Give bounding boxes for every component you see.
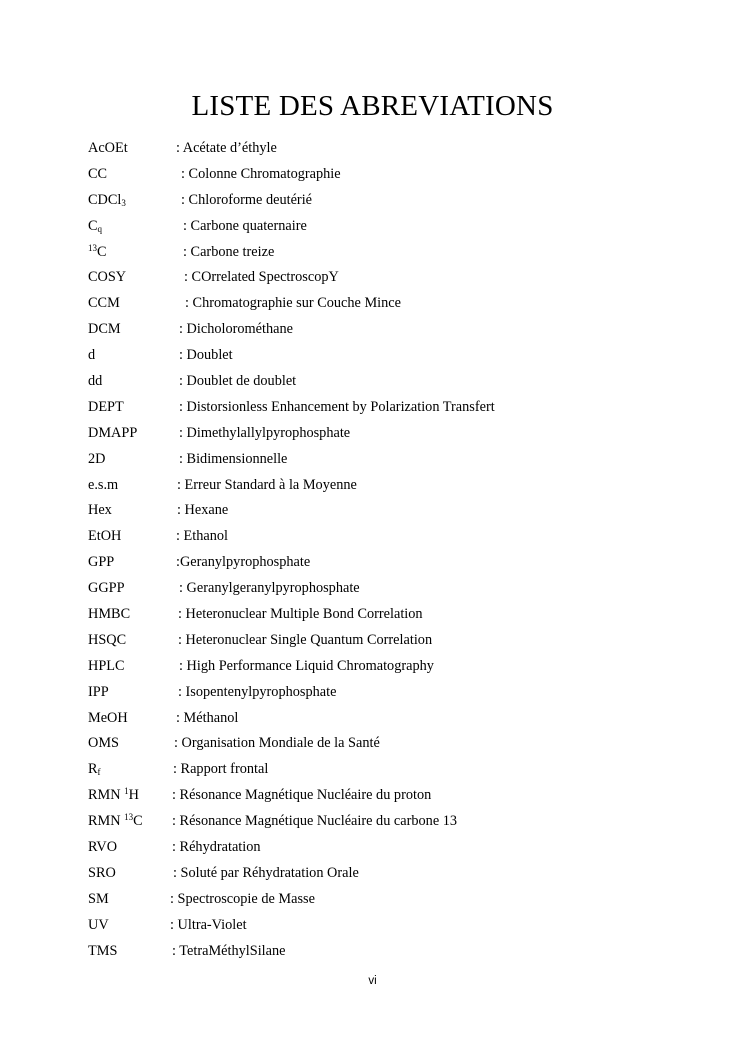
definition: : Erreur Standard à la Moyenne <box>177 476 357 493</box>
definition: : Hexane <box>177 502 229 519</box>
list-item <box>88 630 688 656</box>
list-item <box>88 475 688 501</box>
list-item <box>88 837 688 863</box>
definition: : Heteronuclear Single Quantum Correlation <box>178 631 433 648</box>
definition: : High Performance Liquid Chromatography <box>179 657 434 674</box>
abbreviation: e.s.m <box>88 476 119 493</box>
page-number: vi <box>368 975 377 987</box>
list-item <box>88 190 688 216</box>
abbreviation: SRO <box>88 864 116 881</box>
definition: : Heteronuclear Multiple Bond Correlation <box>178 606 423 623</box>
abbreviation: $R_f$ <box>88 761 101 778</box>
definition: : Geranylgeranylpyrophosphate <box>179 580 360 597</box>
definition: : Dimethylallylpyrophosphate <box>179 424 351 441</box>
definition: : Résonance Magnétique Nucléaire du carbone 13 <box>172 813 458 830</box>
list-item <box>88 397 688 423</box>
list-item <box>88 733 688 759</box>
abbreviation-list <box>88 138 688 967</box>
list-item <box>88 449 688 475</box>
definition: :Geranylpyrophosphate <box>176 554 311 571</box>
definition: : Dicholorométhane <box>179 321 293 338</box>
abbreviation: HMBC <box>88 606 131 623</box>
definition: : Colonne Chromatographie <box>181 165 341 182</box>
definition: : Doublet de doublet <box>179 373 297 390</box>
definition: : Carbone treize <box>183 243 275 260</box>
list-item <box>88 345 688 371</box>
definition: : Ethanol <box>176 528 229 545</box>
definition: : COrrelated SpectroscopY <box>184 269 339 286</box>
list-item <box>88 423 688 449</box>
page-title: LISTE DES ABREVIATIONS <box>191 90 554 122</box>
list-item <box>88 811 688 837</box>
abbreviation: 2D <box>88 450 106 467</box>
list-item <box>88 604 688 630</box>
list-item <box>88 941 688 967</box>
abbreviation: COSY <box>88 269 127 286</box>
abbreviation: AcOEt <box>88 140 128 156</box>
abbreviation: RMN $^1$H <box>88 786 139 804</box>
definition: : Acétate d’éthyle <box>176 140 277 156</box>
list-item <box>88 656 688 682</box>
list-item <box>88 552 688 578</box>
definition: : TetraMéthylSilane <box>172 942 286 959</box>
abbreviation: DEPT <box>88 398 124 415</box>
definition: : Ultra-Violet <box>170 916 247 933</box>
list-item <box>88 216 688 242</box>
list-item <box>88 242 688 268</box>
definition: : Distorsionless Enhancement by Polarization Transfert <box>179 398 495 415</box>
abbreviation: TMS <box>88 942 118 959</box>
definition: : Spectroscopie de Masse <box>170 890 315 907</box>
abbreviation: OMS <box>88 735 119 752</box>
definition: : Réhydratation <box>172 839 261 856</box>
abbreviation: CC <box>88 165 108 182</box>
abbreviation: GGPP <box>88 580 125 597</box>
list-item <box>88 526 688 552</box>
abbreviation: $^{13}$C <box>88 242 107 260</box>
abbreviation: GPP <box>88 554 115 571</box>
list-item <box>88 708 688 734</box>
list-item <box>88 863 688 889</box>
list-item <box>88 138 688 164</box>
definition: : Isopentenylpyrophosphate <box>178 683 337 700</box>
abbreviation: IPP <box>88 683 109 700</box>
abbreviation: d <box>88 347 96 364</box>
list-item <box>88 578 688 604</box>
abbreviation: CCM <box>88 295 120 312</box>
definition: : Bidimensionnelle <box>179 450 288 467</box>
abbreviation: RMN $^{13}$C <box>88 812 143 830</box>
list-item <box>88 164 688 190</box>
abbreviation: EtOH <box>88 528 122 545</box>
definition: : Organisation Mondiale de la Santé <box>174 735 380 752</box>
list-item <box>88 267 688 293</box>
definition: : Soluté par Réhydratation Orale <box>173 864 359 881</box>
list-item <box>88 319 688 345</box>
list-item <box>88 759 688 785</box>
definition: : Chloroforme deutérié <box>181 191 313 208</box>
abbreviation: $C_q$ <box>88 217 103 234</box>
abbreviation: dd <box>88 373 103 390</box>
abbreviation: UV <box>88 916 109 933</box>
list-item <box>88 500 688 526</box>
abbreviation: SM <box>88 890 109 907</box>
list-item <box>88 682 688 708</box>
abbreviation: DCM <box>88 321 121 338</box>
list-item <box>88 293 688 319</box>
list-item <box>88 785 688 811</box>
definition: : Méthanol <box>176 709 239 726</box>
abbreviation: HSQC <box>88 631 127 648</box>
definition: : Résonance Magnétique Nucléaire du proton <box>172 787 432 804</box>
list-item <box>88 889 688 915</box>
abbreviation: DMAPP <box>88 424 138 441</box>
abbreviation: HPLC <box>88 657 125 674</box>
definition: : Chromatographie sur Couche Mince <box>185 295 401 312</box>
abbreviation: RVO <box>88 839 118 856</box>
definition: : Doublet <box>179 347 233 364</box>
definition: : Carbone quaternaire <box>183 217 307 234</box>
list-item <box>88 371 688 397</box>
list-item <box>88 915 688 941</box>
abbreviation: Hex <box>88 502 112 519</box>
abbreviation: CDCl$_3$ <box>88 191 126 208</box>
abbreviation: MeOH <box>88 709 128 726</box>
definition: : Rapport frontal <box>173 761 269 778</box>
